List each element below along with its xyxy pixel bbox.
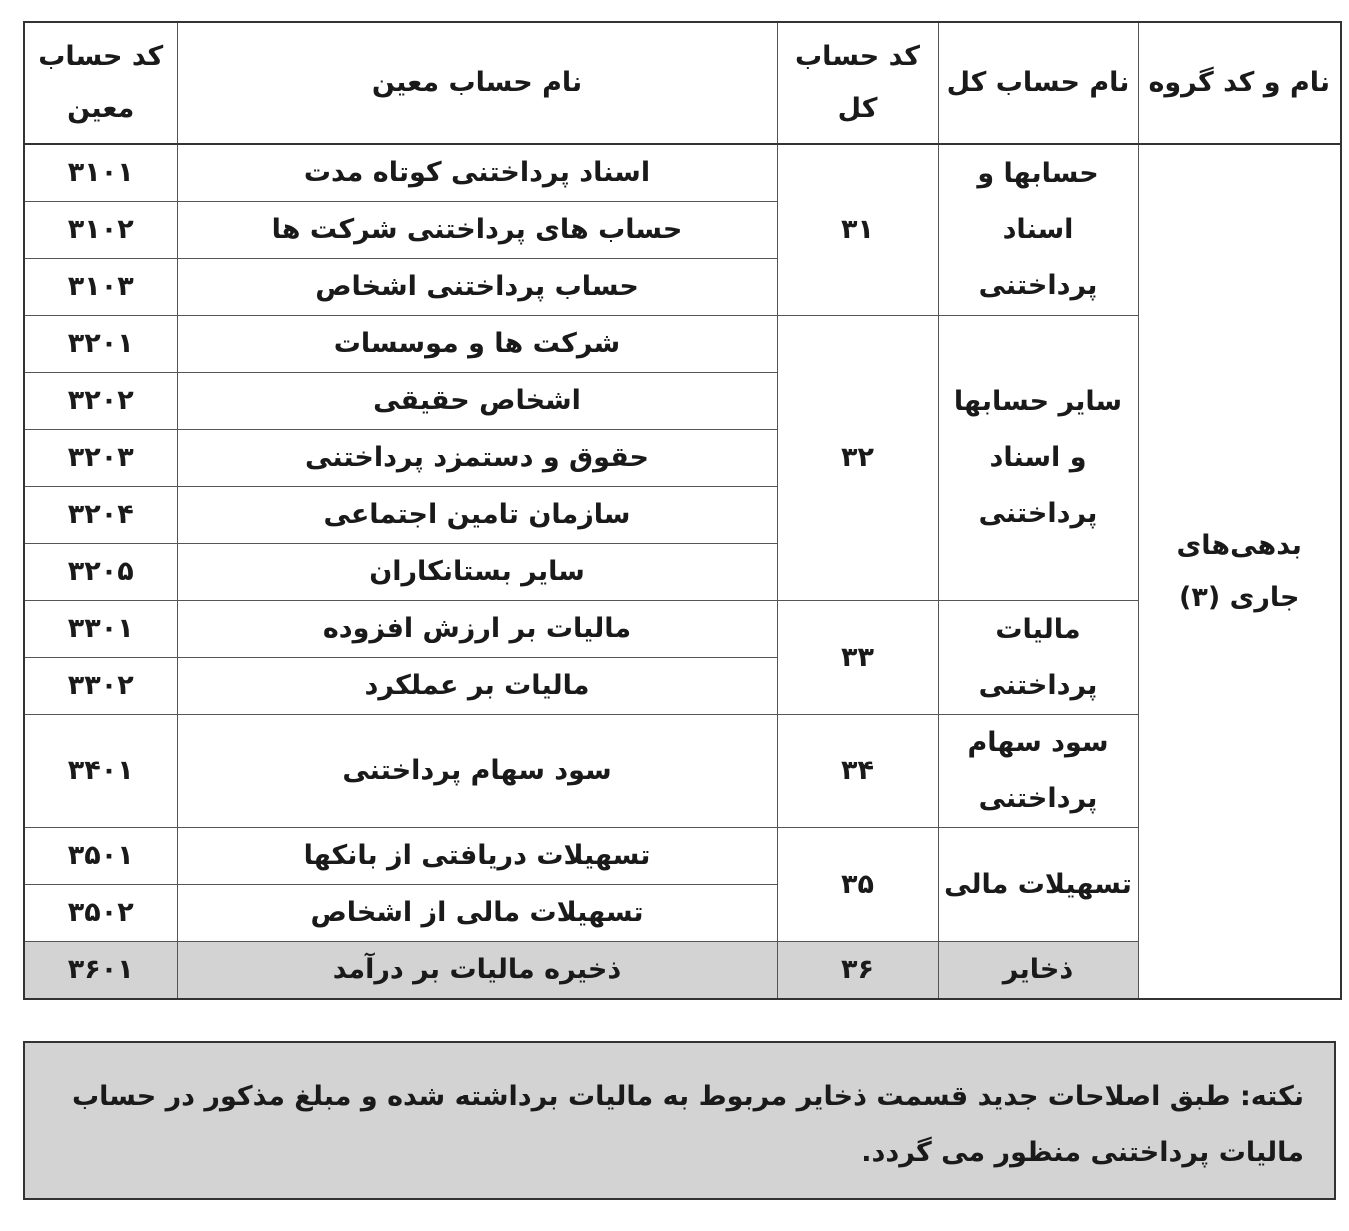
- header-group: نام و کد گروه: [1138, 22, 1341, 144]
- general-name-line: اسناد: [1002, 214, 1074, 245]
- subsidiary-name: حساب های پرداختنی شرکت ها: [177, 202, 777, 259]
- general-name-line: پرداختنی: [978, 270, 1098, 301]
- general-account-code: ۳۱: [777, 144, 938, 316]
- subsidiary-code: ۳۱۰۳: [24, 259, 177, 316]
- subsidiary-code: ۳۱۰۲: [24, 202, 177, 259]
- subsidiary-code: ۳۵۰۱: [24, 828, 177, 885]
- header-subsidiary-name: نام حساب معین: [177, 22, 777, 144]
- general-account-name: [938, 144, 1138, 316]
- subsidiary-code: ۳۲۰۵: [24, 544, 177, 601]
- subsidiary-code: ۳۳۰۲: [24, 658, 177, 715]
- subsidiary-name: مالیات بر ارزش افزوده: [177, 601, 777, 658]
- general-account-code: ۳۶: [777, 942, 938, 1000]
- general-account-name: [938, 715, 1138, 828]
- group-line1: بدهی‌های: [1176, 529, 1302, 561]
- subsidiary-name: سایر بستانکاران: [177, 544, 777, 601]
- group-line2: جاری (۳): [1179, 581, 1300, 613]
- subsidiary-code: ۳۲۰۲: [24, 373, 177, 430]
- subsidiary-name: تسهیلات مالی از اشخاص: [177, 885, 777, 942]
- group-cell: [1138, 144, 1341, 999]
- general-account-code: ۳۵: [777, 828, 938, 942]
- general-account-code: ۳۲: [777, 316, 938, 601]
- subsidiary-name: تسهیلات دریافتی از بانکها: [177, 828, 777, 885]
- subsidiary-code: ۳۶۰۱: [24, 942, 177, 1000]
- subsidiary-name: حقوق و دستمزد پرداختنی: [177, 430, 777, 487]
- chart-of-accounts-table: [23, 21, 1342, 1000]
- note-line1: نکته: طبق اصلاحات جدید قسمت ذخایر مربوط به مالیات برداشته شده و مبلغ مذکور در حساب: [72, 1081, 1304, 1112]
- subsidiary-code: ۳۳۰۱: [24, 601, 177, 658]
- subsidiary-code: ۳۱۰۱: [24, 144, 177, 202]
- general-name-line: پرداختنی: [978, 669, 1098, 701]
- general-name-line: و اسناد: [989, 442, 1087, 473]
- general-account-name: تسهیلات مالی: [938, 828, 1138, 942]
- general-name-line: سود سهام: [967, 727, 1109, 758]
- table-header-row: [24, 22, 1341, 144]
- note-box: [23, 1041, 1336, 1200]
- subsidiary-name: شرکت ها و موسسات: [177, 316, 777, 373]
- general-name-line: مالیات: [995, 613, 1081, 645]
- note-line2: مالیات پرداختنی منظور می گردد.: [861, 1137, 1304, 1168]
- subsidiary-name: سازمان تامین اجتماعی: [177, 487, 777, 544]
- subsidiary-name: حساب پرداختنی اشخاص: [177, 259, 777, 316]
- table-row: [24, 144, 1341, 202]
- general-account-code: ۳۴: [777, 715, 938, 828]
- general-name-line: پرداختنی: [978, 783, 1098, 814]
- header-subsidiary-code-line2: معین: [67, 93, 135, 124]
- subsidiary-code: ۳۲۰۴: [24, 487, 177, 544]
- general-name-line: سایر حسابها: [953, 386, 1123, 417]
- subsidiary-name: سود سهام پرداختنی: [177, 715, 777, 828]
- subsidiary-code: ۳۲۰۱: [24, 316, 177, 373]
- general-account-name: ذخایر: [938, 942, 1138, 1000]
- header-subsidiary-code-line1: کد حساب: [38, 41, 164, 72]
- subsidiary-code: ۳۵۰۲: [24, 885, 177, 942]
- subsidiary-code: ۳۴۰۱: [24, 715, 177, 828]
- general-account-code: ۳۳: [777, 601, 938, 715]
- header-general-code: [777, 22, 938, 144]
- header-general-code-line1: کد حساب: [795, 41, 920, 72]
- subsidiary-code: ۳۲۰۳: [24, 430, 177, 487]
- subsidiary-name: مالیات بر عملکرد: [177, 658, 777, 715]
- general-account-name: [938, 316, 1138, 601]
- subsidiary-name: ذخیره مالیات بر درآمد: [177, 942, 777, 1000]
- subsidiary-name: اسناد پرداختنی کوتاه مدت: [177, 144, 777, 202]
- general-account-name: [938, 601, 1138, 715]
- general-name-line: پرداختنی: [978, 498, 1098, 529]
- header-general-code-line2: کل: [837, 93, 878, 124]
- subsidiary-name: اشخاص حقیقی: [177, 373, 777, 430]
- header-subsidiary-code: [24, 22, 177, 144]
- header-general-name: نام حساب کل: [938, 22, 1138, 144]
- general-name-line: حسابها و: [977, 158, 1099, 189]
